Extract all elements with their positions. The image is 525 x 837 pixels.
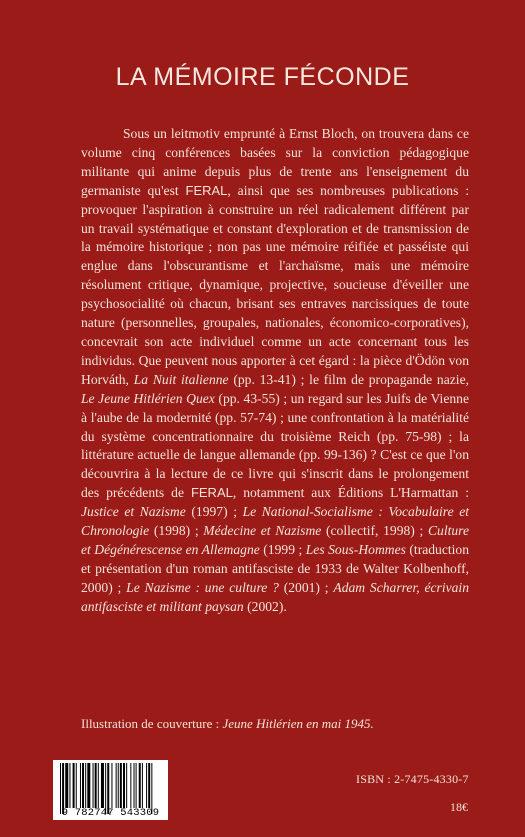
work-title: Justice et Nazisme xyxy=(81,504,186,520)
blurb-segment: Sous un leitmotiv emprunté à Ernst Bloch, on trouvera dans ce volume cinq conférences basées sur la conviction pédagogique militante qui anime depuis plus de trente ans l'enseignement du germaniste qu'est xyxy=(81,126,469,198)
barcode-bar xyxy=(123,763,125,808)
work-title: Le National-Socialisme : Vocabulaire et Chronologie xyxy=(81,504,470,539)
work-title: Le Jeune Hitlérien Quex xyxy=(81,390,215,406)
blurb-segment: (collectif, 1998) ; xyxy=(321,523,428,539)
work-title: Culture et Dégénérescense en Allemagne xyxy=(81,523,469,557)
blurb-segment: , ainsi que ses nombreuses publications : provoquer l'aspiration à construire un réel radicalement différent par un travail systématique et constant d'exploration et de transmission de la mémoire historique ; non pas une mémoire réifiée et passéiste qui englue dans l'obscurantisme et l'archaïsme, mais une mémoire résolument critique, dynamique, projective, soucieuse d'éveiller une psychosocialité où chacun, brisant ses entraves narcissiques de toute nature (personnelles, groupales, nationales, économico-corporatives), concevrait son acte individuel comme un acte concernant tous les individus. Que peuvent nous apporter à cet égard : la pièce d'Ödön von Horváth, xyxy=(81,182,469,387)
barcode-digits: 9 782747 543309 xyxy=(61,807,160,819)
barcode-bar xyxy=(136,763,137,808)
work-title: Le Nazisme : une culture ? xyxy=(126,579,279,595)
barcode xyxy=(53,760,168,820)
barcode-bar xyxy=(120,763,122,808)
barcode-bar xyxy=(111,763,112,808)
isbn: ISBN : 2-7475-4330-7 xyxy=(356,772,469,786)
blurb-segment: (1999 ; xyxy=(259,541,306,557)
barcode-bar xyxy=(87,763,90,808)
blurb-segment: (1997) ; xyxy=(185,504,243,520)
caption-label: Illustration de couverture : xyxy=(81,716,223,731)
blurb-segment: (pp. 13-41) ; le film de propagande nazie, xyxy=(228,371,470,387)
author-name: FERAL xyxy=(185,182,228,198)
barcode-bar xyxy=(93,763,94,808)
barcode-bar xyxy=(76,763,77,808)
barcode-bar xyxy=(148,763,150,808)
blurb-segment: (2002). xyxy=(243,598,287,614)
barcode-bar xyxy=(69,763,70,808)
work-title: Adam Scharrer, écrivain antifasciste et militant paysan xyxy=(81,579,470,614)
blurb-segment: (1998) ; xyxy=(149,523,204,539)
work-title: Médecine et Nazisme xyxy=(203,523,322,539)
barcode-bar xyxy=(116,763,117,808)
work-title: Les Sous-Hommes xyxy=(305,541,406,557)
barcode-bar xyxy=(80,763,81,808)
blurb-segment: (traduction et présentation d'un roman antifasciste de 1933 de Walter Kolbenhoff, 2000) ; xyxy=(81,541,470,595)
barcode-bar xyxy=(98,763,99,808)
barcode-bar xyxy=(101,763,104,808)
work-title: La Nuit italienne xyxy=(133,371,229,387)
barcode-bar xyxy=(85,763,86,808)
blurb-segment: , notamment aux Éditions L'Harmattan : xyxy=(232,485,470,501)
caption-title: Jeune Hitlérien en mai 1945. xyxy=(222,716,374,731)
barcode-bar xyxy=(65,763,68,808)
blurb-segment: (2001) ; xyxy=(278,579,334,595)
blurb-text xyxy=(81,125,469,617)
price: 18€ xyxy=(450,800,468,814)
barcode-bar xyxy=(118,763,119,808)
blurb-segment: (pp. 43-55) ; un regard sur les Juifs de Vienne à l'aube de la modernité (pp. 57-74) ; une confrontation à la matérialité du système concentrationnaire du troisième Reich (pp. 75-98) ; la littérature actuelle de langue allemande (pp. 99-136) ? C'est ce que l'on découvrira à la lecture de ce livre qui s'inscrit dans le prolongement des précédents de xyxy=(81,390,469,501)
barcode-bar xyxy=(95,763,97,808)
barcode-bar xyxy=(73,763,75,808)
barcode-bar xyxy=(142,763,143,808)
author-name: FERAL xyxy=(190,485,233,501)
barcode-bar xyxy=(126,763,127,808)
book-title: LA MÉMOIRE FÉCONDE xyxy=(115,63,410,91)
barcode-bar xyxy=(134,763,135,808)
barcode-bar xyxy=(139,763,141,808)
barcode-bar xyxy=(82,763,84,808)
barcode-bar xyxy=(146,763,147,808)
barcode-bar xyxy=(130,763,131,808)
cover-illustration-credit xyxy=(81,716,374,732)
